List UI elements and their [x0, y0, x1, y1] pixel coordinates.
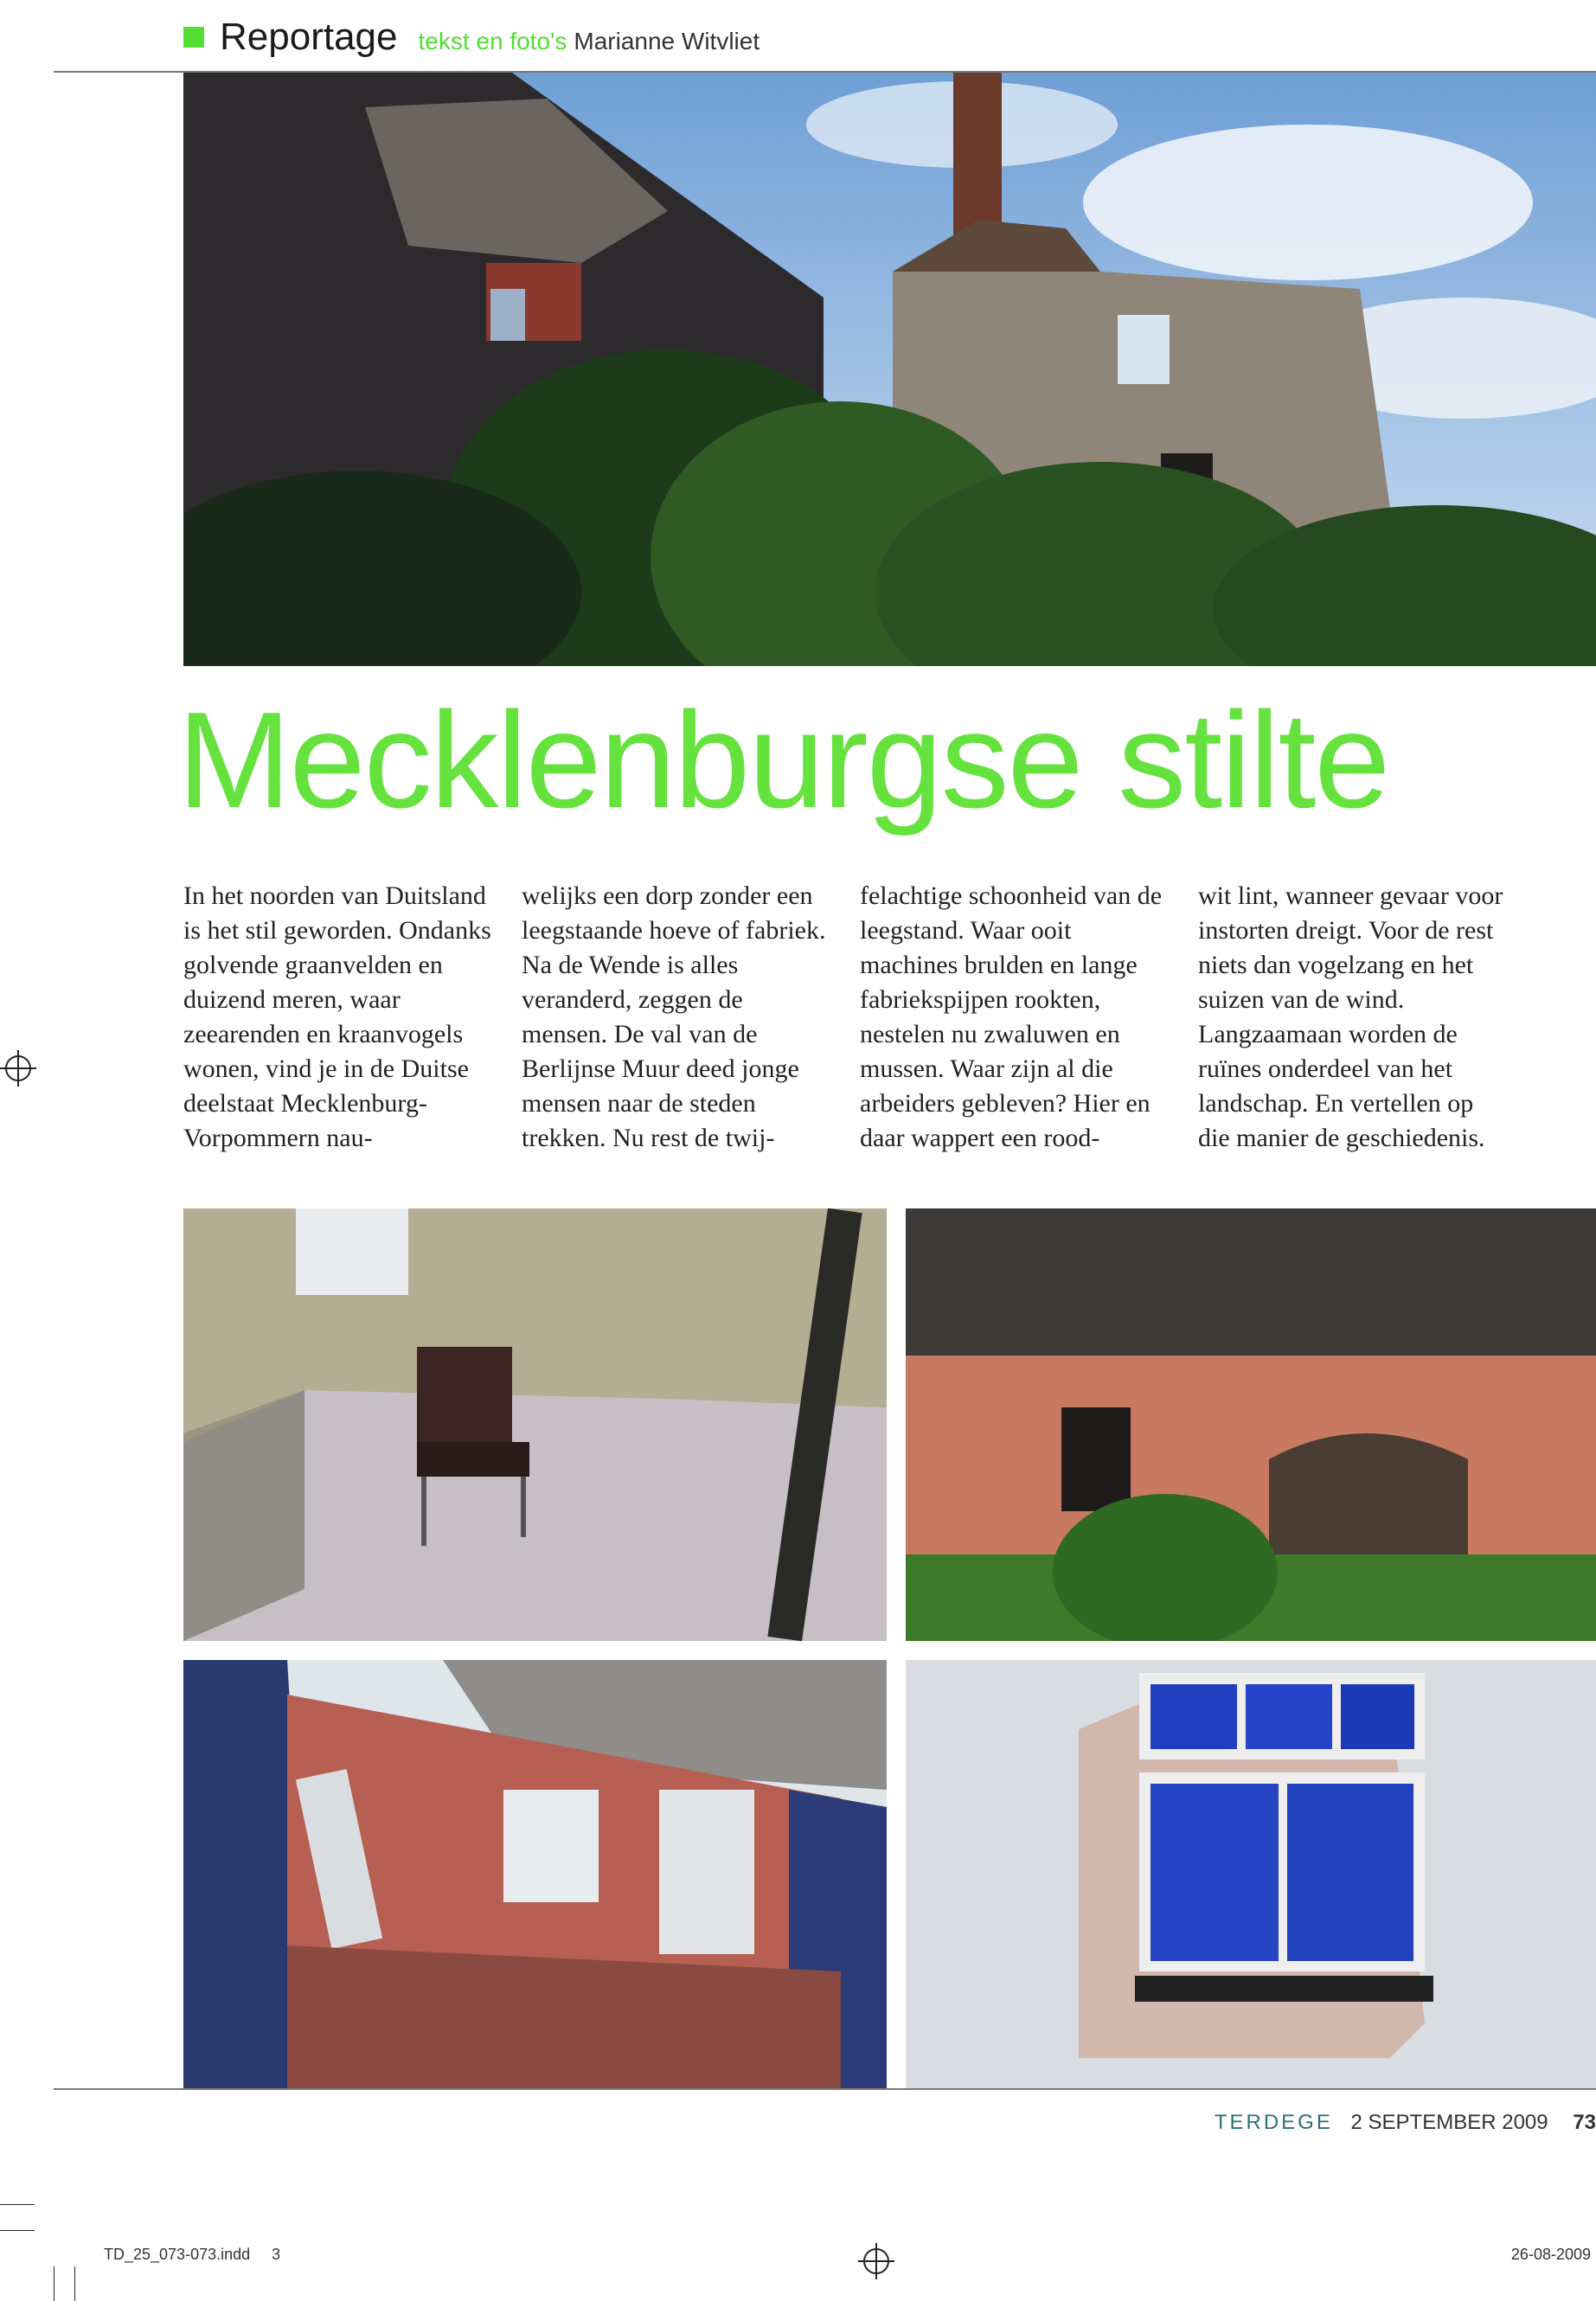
- body-paragraph: wit lint, wanneer gevaar voor instorten dreigt. Voor de rest niets dan vogelzang en het suizen van de wind. Langzaamaan worden de ruïnes onderdeel van het landschap. En vertellen op die manier de geschiedenis.: [1198, 881, 1503, 1152]
- body-paragraph: In het noorden van Duitsland is het stil geworden. Ondanks golvende graanvelden en duizend meren, waar zeearenden en kraanvogels wonen, vind je in de Duitse deelstaat Mecklenburg-Vorpommern nau-: [183, 881, 491, 1152]
- magazine-name: TERDEGE: [1214, 2111, 1333, 2134]
- slug-file: TD_25_073-073.indd: [104, 2246, 251, 2263]
- body-column-4: [1198, 879, 1509, 1156]
- body-column-1: [183, 879, 495, 1156]
- photo-room-chair-illustration: [183, 1208, 887, 1641]
- crop-mark: [74, 2266, 75, 2301]
- slug-date: 26-08-2009: [1510, 2246, 1591, 2263]
- registration-mark-icon: [863, 2248, 889, 2274]
- hero-photo-illustration: [183, 73, 1596, 666]
- credit-label: tekst en foto's: [418, 28, 567, 54]
- photo-brick-barn: [906, 1208, 1596, 1641]
- page-footer: [1215, 2111, 1596, 2135]
- photo-collapsing-house: [183, 1660, 887, 2088]
- photo-brick-barn-illustration: [906, 1208, 1596, 1641]
- issue-date: 2 SEPTEMBER 2009: [1350, 2111, 1548, 2134]
- body-column-2: [522, 879, 833, 1156]
- hero-photo: [183, 73, 1596, 666]
- slug-page: 3: [272, 2246, 281, 2263]
- credit-name: Marianne Witvliet: [574, 28, 760, 54]
- page-number: 73: [1573, 2111, 1596, 2134]
- section-marker-icon: [183, 27, 204, 48]
- article-title: Mecklenburgse stilte: [177, 684, 1389, 836]
- registration-mark-icon: [5, 1055, 31, 1081]
- bottom-rule: [54, 2088, 1596, 2090]
- photo-collapsing-house-illustration: [183, 1660, 887, 2088]
- body-paragraph: felachtige schoonheid van de leegstand. Waar ooit machines brulden en lange fabriekspijpen rookten, nestelen nu zwaluwen en mussen. Waar zijn al die arbeiders gebleven? Hier en daar wappert een rood-: [860, 881, 1163, 1152]
- photo-room-chair: [183, 1208, 887, 1641]
- section-label: Reportage: [220, 16, 398, 58]
- crop-mark: [0, 2204, 35, 2205]
- photo-blue-window: [906, 1660, 1596, 2088]
- print-slug: [104, 2246, 280, 2264]
- body-column-3: [860, 879, 1171, 1156]
- body-paragraph: welijks een dorp zonder een leegstaande hoeve of fabriek. Na de Wende is alles veranderd, zeggen de mensen. De val van de Berlijnse Muur deed jonge mensen naar de steden trekken. Nu rest de twij-: [522, 881, 826, 1152]
- crop-mark: [0, 2230, 35, 2231]
- photo-blue-window-illustration: [906, 1660, 1596, 2088]
- page-header: [183, 16, 760, 59]
